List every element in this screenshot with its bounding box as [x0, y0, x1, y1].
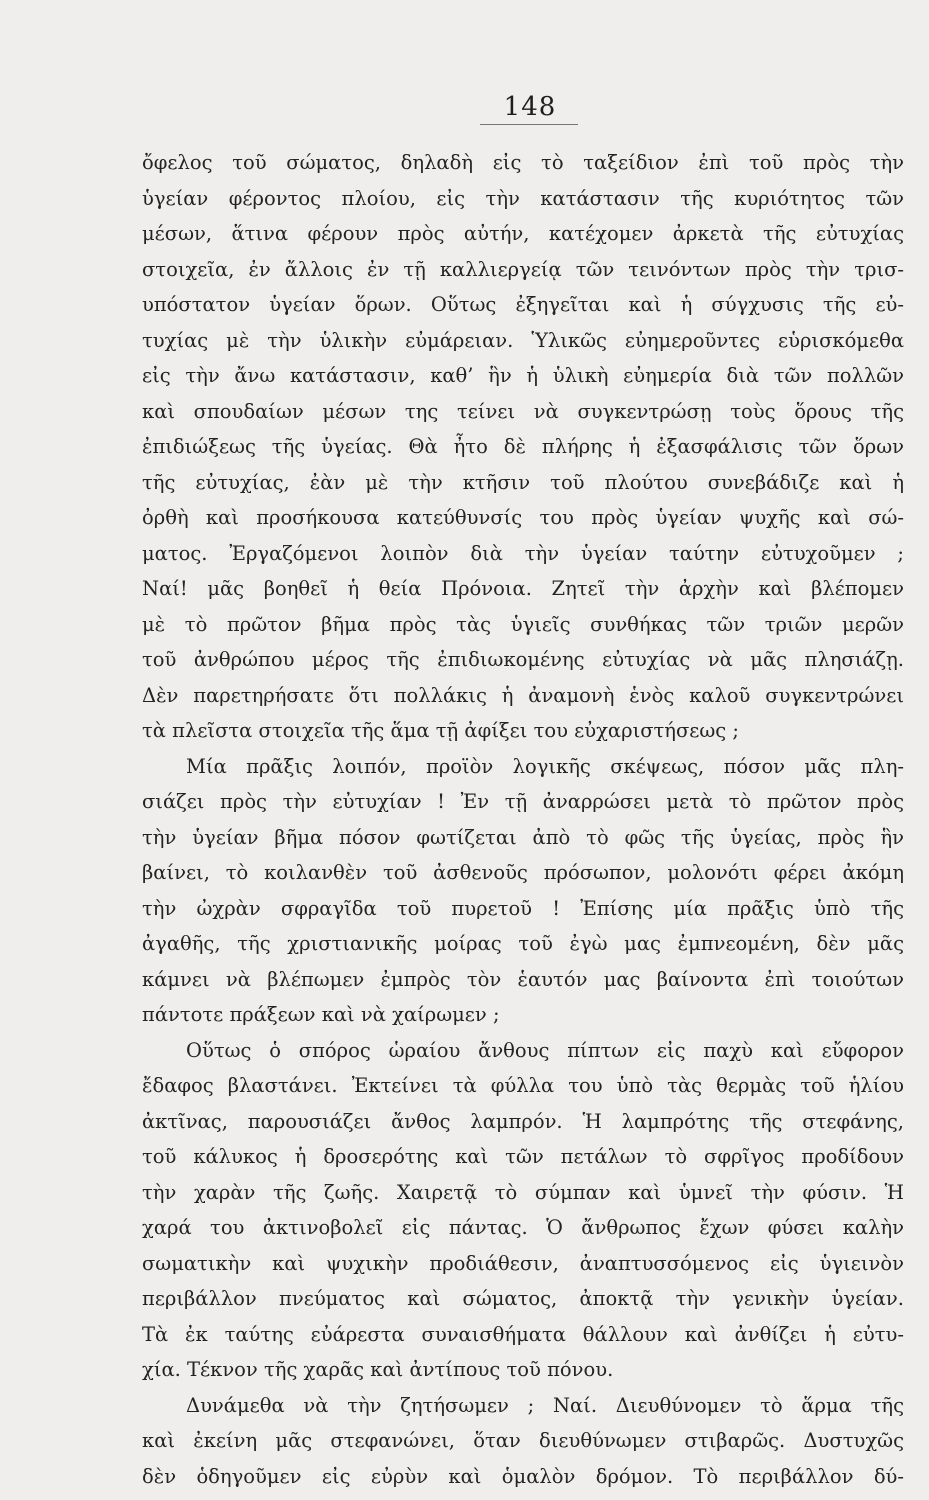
- text-line: χαρά του ἀκτινοβολεῖ εἰς πάντας. Ὁ ἄνθρωπος ἔχων φύσει καλὴν: [142, 1216, 904, 1239]
- text-line: τὴν ὠχρὰν σφραγῖδα τοῦ πυρετοῦ ! Ἐπίσης μία πρᾶξις ὑπὸ τῆς: [142, 896, 904, 920]
- text-line: δὲν ὁδηγοῦμεν εἰς εὐρὺν καὶ ὁμαλὸν δρόμον. Τὸ περιβάλλον δύ-: [142, 1464, 904, 1488]
- text-line: Δὲν παρετηρήσατε ὅτι πολλάκις ἡ ἀναμονὴ ἑνὸς καλοῦ συγκεντρώνει: [142, 683, 904, 707]
- text-line: τοῦ ἀνθρώπου μέρος τῆς ἐπιδιωκομένης εὐτυχίας νὰ μᾶς πλησιάζῃ.: [142, 648, 904, 671]
- text-line: υπόστατον ὑγείαν ὅρων. Οὕτως ἐξηγεῖται καὶ ἡ σύγχυσις τῆς εὐ-: [142, 293, 904, 316]
- text-line: Οὕτως ὁ σπόρος ὡραίου ἄνθους πίπτων εἰς παχὺ καὶ εὔφορον: [186, 1038, 904, 1062]
- text-line: βαίνει, τὸ κοιλανθὲν τοῦ ἀσθενοῦς πρόσωπον, μολονότι φέρει ἀκόμη: [142, 861, 904, 884]
- text-line: περιβάλλον πνεύματος καὶ σώματος, ἀποκτᾷ τὴν γενικὴν ὑγείαν.: [142, 1287, 904, 1310]
- text-line: μέσων, ἅτινα φέρουν πρὸς αὐτήν, κατέχομεν ἀρκετὰ τῆς εὐτυχίας: [142, 222, 904, 245]
- text-line: ἔδαφος βλαστάνει. Ἐκτείνει τὰ φύλλα του ὑπὸ τὰς θερμὰς τοῦ ἡλίου: [142, 1074, 904, 1097]
- text-line: τὴν χαρὰν τῆς ζωῆς. Χαιρετᾷ τὸ σύμπαν καὶ ὑμνεῖ τὴν φύσιν. Ἡ: [142, 1180, 904, 1204]
- text-line: εἰς τὴν ἄνω κατάστασιν, καθ’ ἣν ἡ ὑλικὴ εὐημερία διὰ τῶν πολλῶν: [142, 364, 904, 387]
- text-line: ὄφελος τοῦ σώματος, δηλαδὴ εἰς τὸ ταξείδιον ἐπὶ τοῦ πρὸς τὴν: [142, 151, 904, 174]
- page-number: 148: [503, 92, 557, 122]
- text-line: Μία πρᾶξις λοιπόν, προϊὸν λογικῆς σκέψεως, πόσον μᾶς πλη-: [186, 754, 904, 778]
- text-line: τὴν ὑγείαν βῆμα πόσον φωτίζεται ἀπὸ τὸ φῶς τῆς ὑγείας, πρὸς ἣν: [142, 825, 904, 849]
- text-line: σωματικὴν καὶ ψυχικὴν προδιάθεσιν, ἀναπτυσσόμενος εἰς ὑγιεινὸν: [142, 1251, 904, 1275]
- text-line: ἀκτῖνας, παρουσιάζει ἄνθος λαμπρόν. Ἡ λαμπρότης τῆς στεφάνης,: [142, 1109, 904, 1133]
- text-line: ἐπιδιώξεως τῆς ὑγείας. Θὰ ἦτο δὲ πλήρης ἡ ἐξασφάλισις τῶν ὅρων: [142, 435, 904, 458]
- text-line: Δυνάμεθα νὰ τὴν ζητήσωμεν ; Ναί. Διευθύνομεν τὸ ἅρμα τῆς: [186, 1393, 904, 1417]
- text-line: σιάζει πρὸς τὴν εὐτυχίαν ! Ἐν τῇ ἀναρρώσει μετὰ τὸ πρῶτον πρὸς: [142, 790, 904, 813]
- text-line: τὰ πλεῖστα στοιχεῖα τῆς ἅμα τῇ ἀφίξει του εὐχαριστήσεως ;: [142, 719, 739, 742]
- text-line: ὀρθὴ καὶ προσήκουσα κατεύθυνσίς του πρὸς ὑγείαν ψυχῆς καὶ σώ-: [142, 506, 904, 529]
- text-line: ὑγείαν φέροντος πλοίου, εἰς τὴν κατάστασιν τῆς κυριότητος τῶν: [142, 186, 904, 210]
- text-line: τυχίας μὲ τὴν ὑλικὴν εὐμάρειαν. Ὑλικῶς εὐημεροῦντες εὑρισκόμεθα: [142, 328, 904, 352]
- text-line: καὶ σπουδαίων μέσων της τείνει νὰ συγκεντρώσῃ τοὺς ὅρους τῆς: [142, 399, 904, 423]
- text-line: κάμνει νὰ βλέπωμεν ἐμπρὸς τὸν ἑαυτόν μας βαίνοντα ἐπὶ τοιούτων: [142, 967, 904, 991]
- text-line: χία. Τέκνον τῆς χαρᾶς καὶ ἀντίπους τοῦ πόνου.: [142, 1358, 614, 1381]
- text-line: στοιχεῖα, ἐν ἄλλοις ἐν τῇ καλλιεργείᾳ τῶν τεινόντων πρὸς τὴν τρισ-: [142, 257, 904, 281]
- text-line: ἀγαθῆς, τῆς χριστιανικῆς μοίρας τοῦ ἐγὼ μας ἐμπνεομένη, δὲν μᾶς: [142, 932, 904, 955]
- text-line: πάντοτε πράξεων καὶ νὰ χαίρωμεν ;: [142, 1003, 500, 1026]
- text-line: Ναί! μᾶς βοηθεῖ ἡ θεία Πρόνοια. Ζητεῖ τὴν ἀρχὴν καὶ βλέπομεν: [142, 577, 904, 600]
- text-line: καὶ ἐκείνη μᾶς στεφανώνει, ὅταν διευθύνωμεν στιβαρῶς. Δυστυχῶς: [142, 1429, 904, 1452]
- page-number-rule: [480, 124, 578, 125]
- text-line: ματος. Ἐργαζόμενοι λοιπὸν διὰ τὴν ὑγείαν ταύτην εὐτυχοῦμεν ;: [142, 541, 904, 565]
- text-line: Τὰ ἐκ ταύτης εὐάρεστα συναισθήματα θάλλουν καὶ ἀνθίζει ἡ εὐτυ-: [142, 1322, 904, 1346]
- text-line: μὲ τὸ πρῶτον βῆμα πρὸς τὰς ὑγιεῖς συνθήκας τῶν τριῶν μερῶν: [142, 612, 904, 636]
- text-line: τῆς εὐτυχίας, ἐὰν μὲ τὴν κτῆσιν τοῦ πλούτου συνεβάδιζε καὶ ἡ: [142, 470, 904, 494]
- text-line: τοῦ κάλυκος ἡ δροσερότης καὶ τῶν πετάλων τὸ σφρῖγος προδίδουν: [142, 1145, 904, 1168]
